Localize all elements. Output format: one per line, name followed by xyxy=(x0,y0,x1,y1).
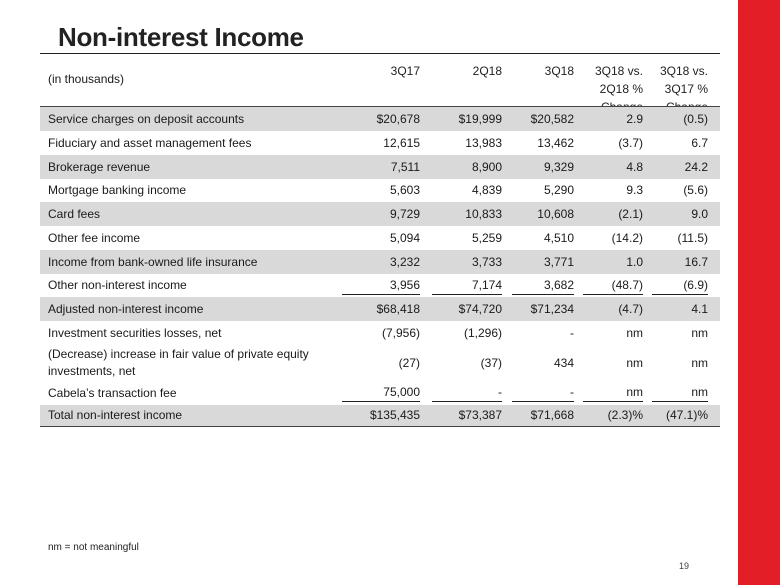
row-value: (5.6) xyxy=(683,183,708,197)
row-value: 8,900 xyxy=(471,160,502,174)
table-row xyxy=(40,297,720,321)
table-row xyxy=(40,107,720,131)
row-value: $71,668 xyxy=(530,408,574,422)
column-header-line: 3Q18 vs. xyxy=(659,64,708,78)
row-value: (2.1) xyxy=(618,207,643,221)
column-header xyxy=(545,62,574,80)
row-value: 24.2 xyxy=(684,160,708,174)
units-label: (in thousands) xyxy=(48,72,125,86)
row-value: (27) xyxy=(398,356,420,370)
row-value: 9.0 xyxy=(691,207,708,221)
row-value: 5,290 xyxy=(543,183,574,197)
column-header-line: 3Q17 % xyxy=(664,82,708,96)
row-value: (4.7) xyxy=(618,302,643,316)
row-value: 7,511 xyxy=(390,160,420,174)
row-label: Mortgage banking income xyxy=(48,183,187,197)
row-value: 9.3 xyxy=(626,183,643,197)
page-title: Non-interest Income xyxy=(58,22,304,52)
row-value: 10,833 xyxy=(465,207,502,221)
row-value: 16.7 xyxy=(684,255,708,269)
column-header-line: 2Q18 % xyxy=(599,82,643,96)
row-value: 5,259 xyxy=(471,231,502,245)
row-value: 5,094 xyxy=(389,231,420,245)
table-row xyxy=(40,250,720,274)
row-value: (47.1)% xyxy=(665,408,708,422)
row-value: $68,418 xyxy=(376,302,420,316)
table-row xyxy=(40,155,720,179)
table-row xyxy=(40,226,720,250)
row-value: 6.7 xyxy=(691,136,708,150)
row-value: 434 xyxy=(553,356,574,370)
row-value: 13,983 xyxy=(465,136,502,150)
page-number: 19 xyxy=(679,561,690,571)
row-value: (48.7) xyxy=(583,277,643,295)
row-value: 1.0 xyxy=(626,255,643,269)
row-value: (14.2) xyxy=(611,231,643,245)
row-label: (Decrease) increase in fair value of private equity investments, net xyxy=(48,347,309,378)
row-value: 2.9 xyxy=(626,112,643,126)
row-value: nm xyxy=(691,326,708,340)
row-label: Fiduciary and asset management fees xyxy=(48,136,252,150)
row-label: Adjusted non-interest income xyxy=(48,302,204,316)
row-label: Card fees xyxy=(48,207,101,221)
row-value: (37) xyxy=(480,356,502,370)
footnote: nm = not meaningful xyxy=(48,542,139,553)
row-label: Total non-interest income xyxy=(48,408,183,422)
row-value: 4.8 xyxy=(626,160,643,174)
column-header-line: 3Q18 vs. xyxy=(594,64,643,78)
row-value: 13,462 xyxy=(537,136,574,150)
row-value: 7,174 xyxy=(432,277,502,295)
row-value: $71,234 xyxy=(530,302,574,316)
row-value: 4.1 xyxy=(691,302,708,316)
row-value: nm xyxy=(691,356,708,370)
row-label: Service charges on deposit accounts xyxy=(48,112,245,126)
row-value: nm xyxy=(626,356,643,370)
row-value: $135,435 xyxy=(369,408,420,422)
table-row xyxy=(40,321,720,345)
row-value: 3,956 xyxy=(342,277,420,295)
row-value: (6.9) xyxy=(652,277,708,295)
row-value: $20,582 xyxy=(530,112,574,126)
row-value: nm xyxy=(652,384,708,402)
row-value: (2.3)% xyxy=(607,408,643,422)
row-value: 5,603 xyxy=(389,183,420,197)
row-label: Other non-interest income xyxy=(48,278,187,292)
column-header-line: 3Q18 xyxy=(544,64,574,78)
row-value: $20,678 xyxy=(376,112,420,126)
title-divider xyxy=(40,53,720,54)
row-value: - xyxy=(570,326,574,340)
row-value: 12,615 xyxy=(383,136,420,150)
table-row xyxy=(40,202,720,226)
row-value: 3,682 xyxy=(512,277,574,295)
row-value: (3.7) xyxy=(618,136,643,150)
row-value: 9,329 xyxy=(543,160,574,174)
table-row xyxy=(40,274,720,297)
column-header-line: 2Q18 xyxy=(472,64,502,78)
brand-accent-bar xyxy=(738,0,780,585)
row-label: Other fee income xyxy=(48,231,141,245)
row-label: Investment securities losses, net xyxy=(48,326,222,340)
row-value: 75,000 xyxy=(342,384,420,402)
table-row xyxy=(40,179,720,202)
column-header xyxy=(473,62,502,80)
table-bottom-divider xyxy=(40,426,720,427)
row-value: 4,510 xyxy=(543,231,574,245)
table-row xyxy=(40,405,720,426)
table-row xyxy=(40,131,720,155)
row-label: Cabela’s transaction fee xyxy=(48,386,177,400)
row-value: 4,839 xyxy=(471,183,502,197)
column-header-line: 3Q17 xyxy=(390,64,420,78)
table-row xyxy=(40,381,720,405)
row-label: Brokerage revenue xyxy=(48,160,151,174)
row-value: nm xyxy=(626,326,643,340)
row-value: (1,296) xyxy=(463,326,502,340)
row-value: 3,232 xyxy=(389,255,420,269)
row-value: nm xyxy=(583,384,643,402)
row-value: 9,729 xyxy=(389,207,420,221)
row-value: (0.5) xyxy=(683,112,708,126)
row-value: - xyxy=(512,384,574,402)
row-value: 10,608 xyxy=(537,207,574,221)
row-value: - xyxy=(432,384,502,402)
row-value: (11.5) xyxy=(677,231,708,245)
row-value: (7,956) xyxy=(381,326,420,340)
row-label: Income from bank-owned life insurance xyxy=(48,255,258,269)
row-value: $73,387 xyxy=(458,408,502,422)
row-value: 3,733 xyxy=(471,255,502,269)
row-value: $74,720 xyxy=(458,302,502,316)
row-value: 3,771 xyxy=(543,255,574,269)
table-row xyxy=(40,345,720,381)
row-value: $19,999 xyxy=(458,112,502,126)
column-header xyxy=(391,62,420,80)
